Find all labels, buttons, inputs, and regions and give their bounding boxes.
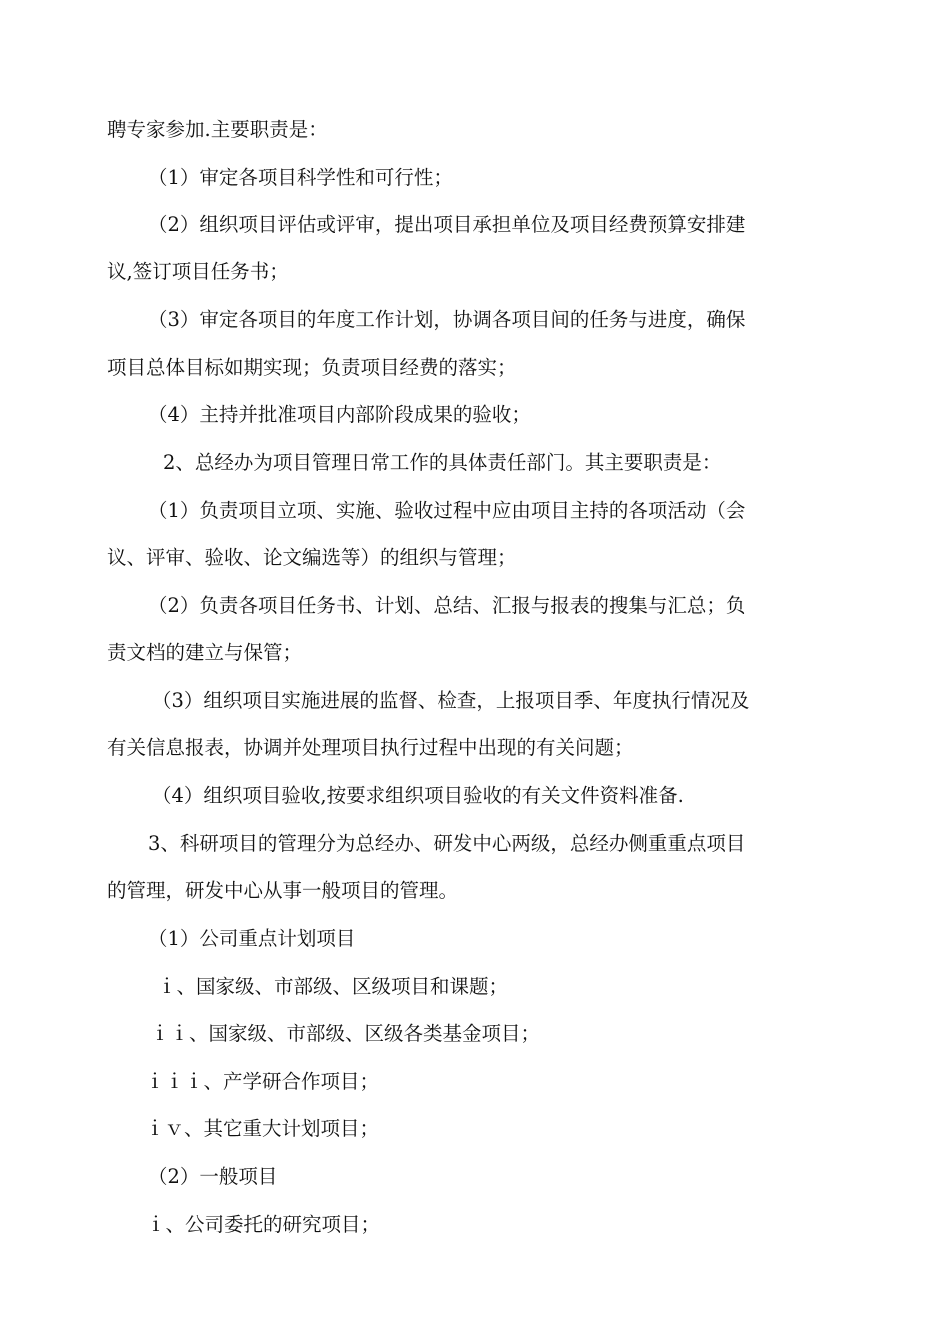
text-line: 2、总经办为项目管理日常工作的具体责任部门。其主要职责是： (163, 451, 722, 474)
text-line: （1）负责项目立项、实施、验收过程中应由项目主持的各项活动（会 (148, 499, 746, 522)
text-line: ｉｉ、国家级、市部级、区级各类基金项目； (150, 1022, 541, 1045)
text-line: （1）公司重点计划项目 (148, 927, 356, 950)
text-line: （4）主持并批准项目内部阶段成果的验收； (148, 403, 531, 426)
text-line: 的管理，研发中心从事一般项目的管理。 (107, 879, 459, 902)
text-line: ｉ、国家级、市部级、区级项目和课题； (157, 975, 509, 998)
text-line: 3、科研项目的管理分为总经办、研发中心两级，总经办侧重重点项目 (148, 832, 746, 855)
text-line: （4）组织项目验收,按要求组织项目验收的有关文件资料准备. (152, 784, 684, 807)
text-line: 责文档的建立与保管； (107, 641, 303, 664)
text-line: 聘专家参加.主要职责是： (107, 118, 328, 141)
text-line: 议,签订项目任务书； (107, 260, 289, 283)
text-line: ｉ、公司委托的研究项目； (146, 1213, 381, 1236)
text-line: ｉｉｉ、产学研合作项目； (145, 1070, 380, 1093)
text-line: 议、评审、验收、论文编选等）的组织与管理； (107, 546, 517, 569)
text-line: （3）审定各项目的年度工作计划，协调各项目间的任务与进度，确保 (148, 308, 746, 331)
text-line: 有关信息报表，协调并处理项目执行过程中出现的有关问题； (107, 736, 634, 759)
text-line: ｉｖ、其它重大计划项目； (145, 1117, 380, 1140)
text-line: （2）组织项目评估或评审，提出项目承担单位及项目经费预算安排建 (148, 213, 746, 236)
text-line: （2）负责各项目任务书、计划、总结、汇报与报表的搜集与汇总；负 (148, 594, 746, 617)
text-line: （3）组织项目实施进展的监督、检查，上报项目季、年度执行情况及 (152, 689, 750, 712)
text-line: （2）一般项目 (148, 1165, 278, 1188)
text-line: 项目总体目标如期实现；负责项目经费的落实； (107, 356, 517, 379)
text-line: （1）审定各项目科学性和可行性； (148, 166, 453, 189)
